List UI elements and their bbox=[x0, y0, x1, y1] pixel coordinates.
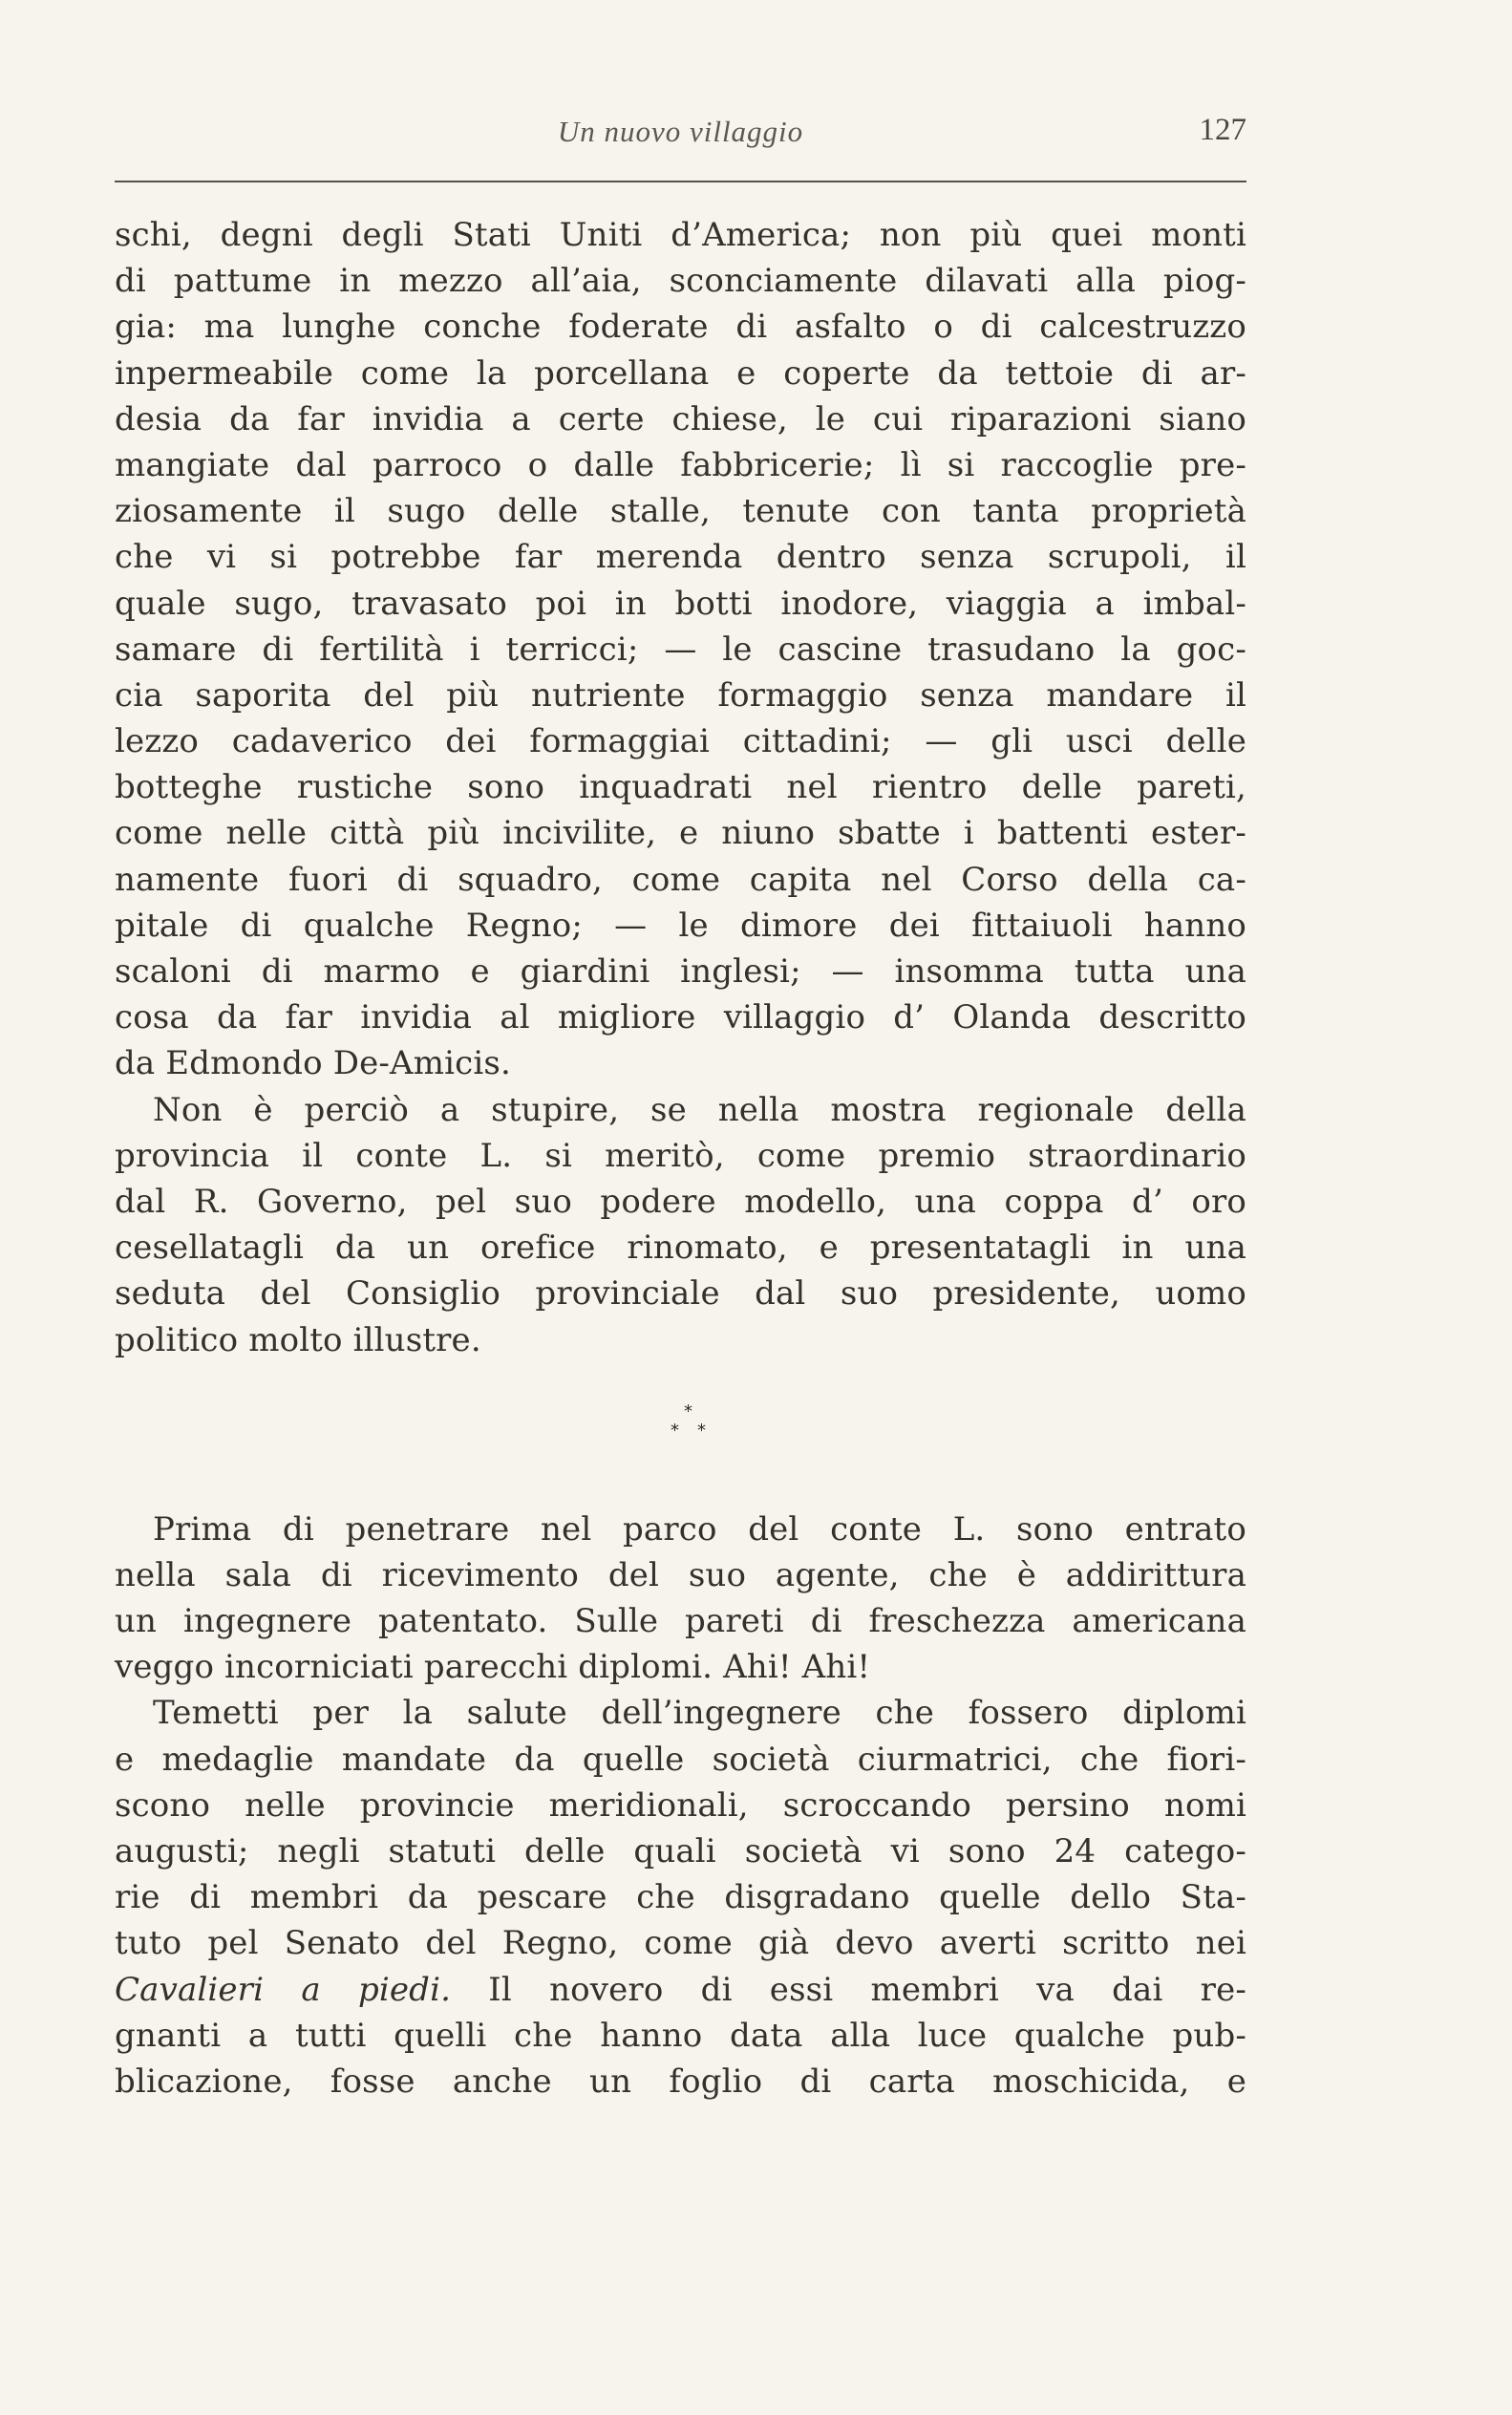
text-line: quale sugo, travasato poi in botti inodore, viaggia a imbal- bbox=[115, 584, 1246, 623]
text-line: come nelle città più incivilite, e niuno sbatte i battenti ester- bbox=[115, 814, 1246, 853]
text-line: desia da far invidia a certe chiese, le cui riparazioni siano bbox=[115, 399, 1246, 438]
text-line: inpermeabile come la porcellana e coperte da tettoie di ar- bbox=[115, 353, 1246, 393]
asterism-star: * bbox=[697, 1420, 706, 1441]
asterism-star: * bbox=[684, 1400, 692, 1421]
text-line: seduta del Consiglio provinciale dal suo presidente, uomo bbox=[115, 1274, 1246, 1314]
text-line: politico molto illustre. bbox=[115, 1320, 481, 1359]
text-line: dal R. Governo, pel suo podere modello, una coppa d’ oro bbox=[115, 1182, 1246, 1221]
text-line: un ingegnere patentato. Sulle pareti di freschezza americana bbox=[115, 1602, 1246, 1641]
text-line: cia saporita del più nutriente formaggio senza mandare il bbox=[115, 675, 1246, 715]
text-line: ziosamente il sugo delle stalle, tenute con tanta proprietà bbox=[115, 492, 1246, 531]
text-line: gia: ma lunghe conche foderate di asfalto o di calcestruzzo bbox=[115, 308, 1246, 347]
header-rule bbox=[115, 181, 1246, 182]
text-line: gnanti a tutti quelli che hanno data alla luce qualche pub- bbox=[115, 2016, 1246, 2055]
text-line: namente fuori di squadro, come capita nel Corso della ca- bbox=[115, 860, 1246, 899]
paragraph-1 bbox=[115, 212, 1246, 1087]
text-line: scaloni di marmo e giardini inglesi; — insomma tutta una bbox=[115, 952, 1246, 991]
text-line: rie di membri da pescare che disgradano quelle dello Sta- bbox=[115, 1878, 1246, 1917]
text-line: augusti; negli statuti delle quali società vi sono 24 catego- bbox=[115, 1832, 1246, 1870]
text-line: tuto pel Senato del Regno, come già devo averti scritto nei bbox=[115, 1924, 1246, 1963]
text-line: cosa da far invidia al migliore villaggio d’ Olanda descritto bbox=[115, 998, 1246, 1037]
paragraph-3 bbox=[115, 1507, 1246, 1691]
text-line: Temetti per la salute dell’ingegnere che fossero diplomi bbox=[153, 1694, 1246, 1733]
text-line: che vi si potrebbe far merenda dentro senza scrupoli, il bbox=[115, 538, 1246, 577]
running-head bbox=[115, 111, 1246, 159]
text-line-with-title bbox=[115, 1967, 1246, 2013]
text-line: da Edmondo De-Amicis. bbox=[115, 1044, 511, 1083]
text-line: botteghe rustiche sono inquadrati nel rientro delle pareti, bbox=[115, 768, 1246, 807]
text-line: schi, degni degli Stati Uniti d’America; non più quei monti bbox=[115, 216, 1246, 254]
text-line: e medaglie mandate da quelle società ciurmatrici, che fiori- bbox=[115, 1740, 1246, 1779]
paragraph-2 bbox=[115, 1087, 1246, 1363]
section-asterism bbox=[115, 1363, 1246, 1507]
text-line: cesellatagli da un orefice rinomato, e presentatagli in una bbox=[115, 1229, 1246, 1268]
running-title: Un nuovo villaggio bbox=[557, 115, 804, 148]
text-line: provincia il conte L. si meritò, come premio straordinario bbox=[115, 1136, 1246, 1175]
text-run: Il novero di essi membri va dai re- bbox=[451, 1970, 1246, 2009]
book-title-italic: Cavalieri a piedi. bbox=[115, 1970, 452, 2009]
text-line: mangiate dal parroco o dalle fabbricerie; lì si raccoglie pre- bbox=[115, 445, 1246, 484]
asterism-star: * bbox=[671, 1420, 679, 1441]
text-line: di pattume in mezzo all’aia, sconciamente dilavati alla piog- bbox=[115, 262, 1246, 301]
text-line: nella sala di ricevimento del suo agente, che è addirittura bbox=[115, 1555, 1246, 1594]
text-line: blicazione, fosse anche un foglio di carta moschicida, e bbox=[115, 2062, 1246, 2101]
text-line: lezzo cadaverico dei formaggiai cittadini; — gli usci delle bbox=[115, 722, 1246, 761]
text-line: scono nelle provincie meridionali, scroccando persino nomi bbox=[115, 1785, 1246, 1825]
text-line: Prima di penetrare nel parco del conte L. sono entrato bbox=[153, 1509, 1246, 1549]
text-line: veggo incorniciati parecchi diplomi. Ahi! Ahi! bbox=[115, 1648, 871, 1687]
text-line: Non è perciò a stupire, se nella mostra regionale della bbox=[153, 1090, 1246, 1129]
page-number: 127 bbox=[1199, 113, 1246, 147]
body-text bbox=[115, 212, 1246, 2105]
paragraph-4 bbox=[115, 1690, 1246, 2105]
text-line: samare di fertilità i terricci; — le cascine trasudano la goc- bbox=[115, 630, 1246, 669]
text-line: pitale di qualche Regno; — le dimore dei fittaiuoli hanno bbox=[115, 906, 1246, 945]
